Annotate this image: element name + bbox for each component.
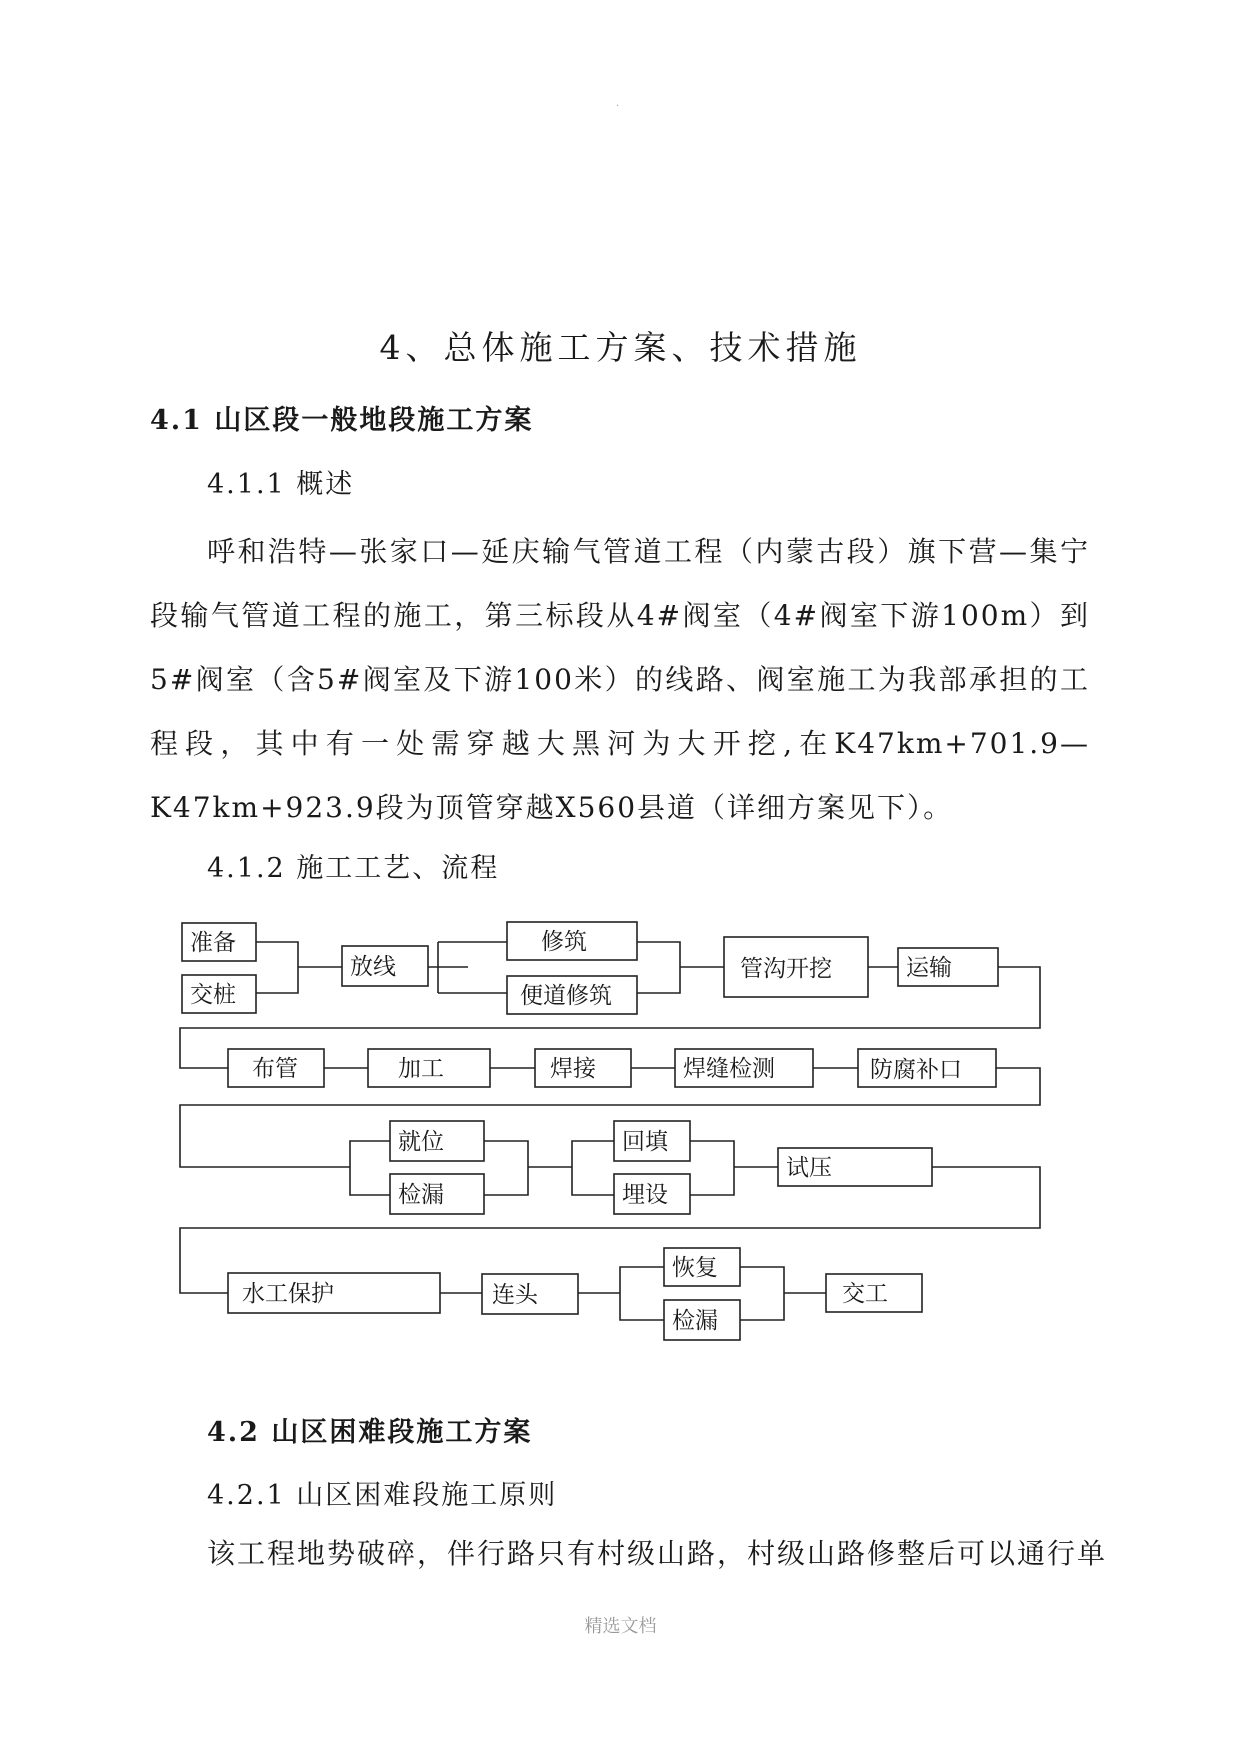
flow-label-repair: 修筑: [541, 929, 587, 955]
flow-label-weld: 焊接: [550, 1056, 596, 1082]
flow-label-access-road: 便道修筑: [520, 983, 612, 1009]
flow-label-weld-inspect: 焊缝检测: [683, 1056, 775, 1082]
flow-connector: [690, 1141, 778, 1195]
subsection-heading-4-1-2: 4.1.2 施工工艺、流程: [207, 853, 500, 884]
flow-label-stake: 交桩: [190, 982, 236, 1008]
flow-label-anticorrosion: 防腐补口: [870, 1057, 962, 1083]
flow-connector: [256, 942, 342, 993]
flow-label-restore: 恢复: [672, 1255, 718, 1281]
subsection-heading-4-1-1: 4.1.1 概述: [207, 469, 355, 500]
subsection-heading-4-2-1: 4.2.1 山区困难段施工原则: [207, 1480, 558, 1511]
flow-label-bury: 埋设: [622, 1182, 668, 1208]
flow-label-pressure-test: 试压: [786, 1155, 832, 1181]
overview-paragraph: 呼和浩特—张家口—延庆输气管道工程（内蒙古段）旗下营—集宁段输气管道工程的施工，第三标段从4#阀室（4#阀室下游100m）到5#阀室（含5#阀室及下游100米）的线路、阀室施工为我部承担的工程段，其中有一处需穿越大黑河为大开挖,在K47km+701.9—K47km+923.9段为顶管穿越X560县道（详细方案见下）。: [150, 535, 1090, 824]
flow-label-prep: 准备: [190, 930, 236, 956]
page-footer: 精选文档: [584, 1616, 657, 1637]
flow-label-leak-check-1: 检漏: [398, 1182, 444, 1208]
difficult-section-paragraph: 该工程地势破碎，伴行路只有村级山路，村级山路修整后可以通行单: [207, 1537, 1108, 1570]
flow-label-layout: 放线: [350, 954, 396, 980]
flow-label-leak-check-2: 检漏: [672, 1308, 718, 1334]
flow-label-handover: 交工: [842, 1281, 888, 1307]
flow-label-trench: 管沟开挖: [740, 956, 832, 982]
flow-label-position: 就位: [398, 1129, 444, 1155]
header-dot: .: [616, 98, 620, 109]
flow-label-backfill: 回填: [622, 1129, 668, 1155]
flow-label-process: 加工: [398, 1056, 444, 1082]
section-heading-4-2: 4.2 山区困难段施工方案: [207, 1417, 533, 1448]
flow-label-water-protect: 水工保护: [242, 1281, 334, 1307]
flow-connector: [637, 942, 724, 993]
section-heading-4-1: 4.1 山区段一般地段施工方案: [150, 405, 534, 436]
page-title: 4、总体施工方案、技术措施: [379, 328, 862, 367]
flow-connector: [350, 1141, 390, 1195]
flow-label-tie-in: 连头: [492, 1282, 538, 1308]
flow-connector: [740, 1267, 826, 1320]
flow-label-transport: 运输: [906, 955, 952, 981]
flow-connector: [578, 1267, 664, 1320]
flow-label-pipe-lay: 布管: [252, 1056, 298, 1082]
flow-connector: [484, 1141, 614, 1195]
